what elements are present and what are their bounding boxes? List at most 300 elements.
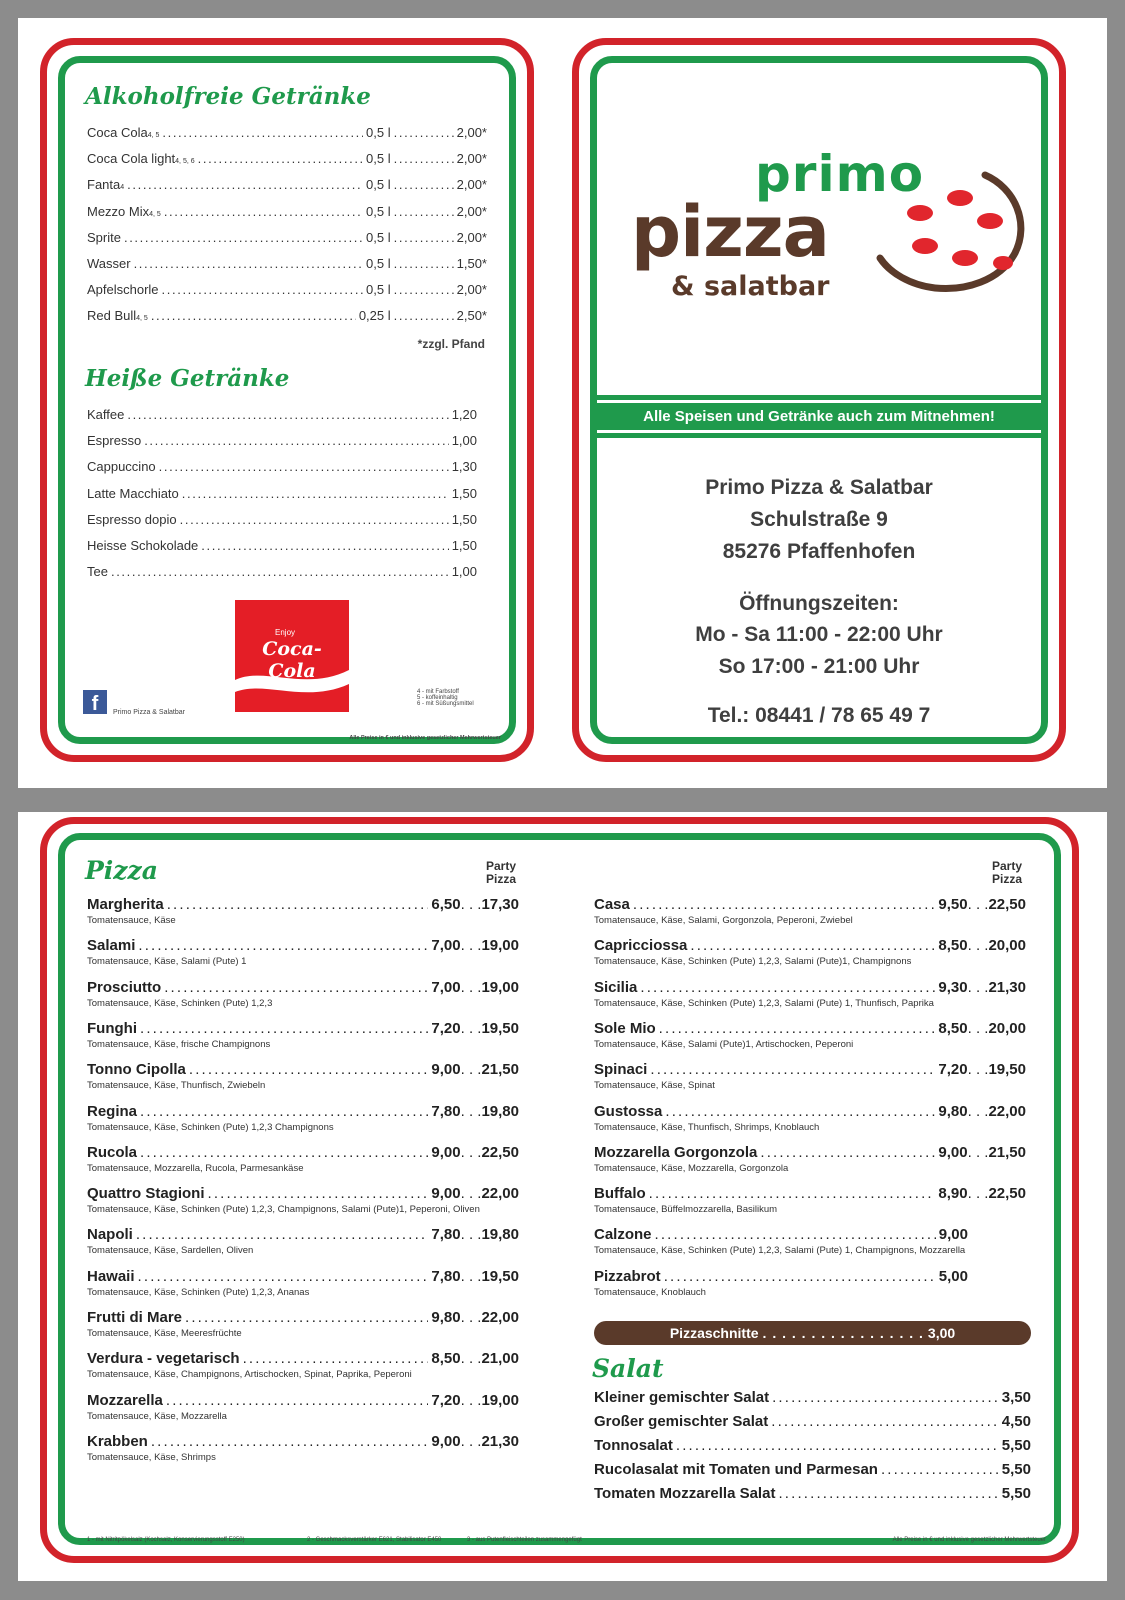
hot-drink-row (87, 433, 477, 448)
pizza-line (87, 1433, 519, 1450)
pizza-price: 9,00 (431, 1185, 461, 1203)
leader-dots (144, 433, 448, 448)
drink-price: 1,50* (456, 256, 487, 271)
pizza-item (87, 979, 519, 1019)
pizza-price: 7,20 (431, 1019, 461, 1037)
banner-bottom-stripe (597, 433, 1041, 438)
logo-salatbar: & salatbar (671, 271, 830, 302)
leader-dots (140, 1020, 428, 1037)
party-pizza-price: 19,00 (481, 1391, 519, 1409)
pizza-price: 8,50 (431, 1350, 461, 1368)
cold-drink-row (87, 151, 487, 166)
pizza-name: Napoli (87, 1226, 133, 1244)
leader-dots (664, 1268, 936, 1285)
pizza-ingredients: Tomatensauce, Käse, Meeresfrüchte (87, 1328, 242, 1339)
pizza-item (87, 1433, 519, 1473)
cold-drink-row (87, 125, 487, 140)
pizza-label: Pizza (991, 872, 1022, 886)
pizza-item (87, 1309, 519, 1349)
hot-drinks-title: Heiße Getränke (85, 365, 290, 392)
drink-additives: 4, 5 (147, 132, 160, 139)
pizza-item (87, 896, 519, 936)
leader-dots (650, 1061, 935, 1078)
pizza-item (594, 1226, 1026, 1266)
pizza-price: 9,00 (431, 1143, 461, 1161)
pizza-title: Pizza (85, 856, 158, 885)
cold-drink-row (87, 282, 487, 297)
pizza-item (87, 1061, 519, 1101)
pizza-price: 8,90 (938, 1185, 968, 1203)
pizza-price: 9,50 (938, 896, 968, 913)
pizza-ingredients: Tomatensauce, Käse, Schinken (Pute) 1,2,3, Salami (Pute) 1, Thunfisch, Paprika (594, 997, 934, 1009)
pizza-name: Tonno Cipolla (87, 1061, 186, 1079)
party-pizza-price: 20,00 (988, 937, 1026, 955)
salat-price: 5,50 (1001, 1461, 1031, 1478)
drink-name: Cappuccino (87, 459, 156, 475)
footnote-item: 5 - koffeinhaltig (417, 695, 458, 701)
salat-name: Tomaten Mozzarella Salat (594, 1485, 776, 1502)
hot-drink-row (87, 538, 477, 553)
drink-price: 2,00* (456, 177, 487, 193)
leader-dots (164, 979, 428, 996)
pizza-ingredients: Tomatensauce, Käse, Spinat (594, 1080, 715, 1092)
leader-dots: . . . (460, 1226, 482, 1244)
salat-row (594, 1413, 1031, 1430)
hot-drink-row (87, 512, 477, 527)
drink-additives: 4, 5 (149, 210, 161, 218)
pizza-price: 8,50 (938, 1019, 968, 1037)
pizza-name: Salami (87, 937, 136, 955)
party-pizza-price: 22,50 (481, 1143, 519, 1161)
drink-price: 1,50 (451, 485, 477, 501)
leader-dots (151, 308, 356, 323)
party-pizza-price: 22,50 (988, 1185, 1026, 1203)
party-pizza-price: 21,00 (481, 1350, 519, 1368)
pizza-name: Pizzabrot (594, 1267, 661, 1285)
opening-hours-weekdays: Mo - Sa 11:00 - 22:00 Uhr (695, 623, 943, 646)
pizza-price: 5,00 (938, 1267, 968, 1285)
leader-dots (772, 1389, 999, 1406)
leader-dots: . . . (460, 1350, 482, 1368)
leader-dots (676, 1437, 999, 1454)
pizzaschnitte-bar (594, 1321, 1031, 1345)
pizza-line (87, 896, 519, 913)
pizza-list-right (594, 896, 1026, 1326)
drink-name: Wasser (87, 256, 131, 271)
pizza-line (87, 1185, 519, 1202)
pizza-item (594, 1020, 1026, 1060)
drink-name: Espresso dopio (87, 511, 177, 527)
hot-drinks-list (87, 407, 477, 597)
leader-dots (140, 1103, 428, 1120)
pizza-name: Mozzarella Gorgonzola (594, 1143, 758, 1161)
leader-dots: . . . (460, 1432, 482, 1450)
pizza-line (87, 1144, 519, 1161)
leader-dots: . . . (967, 1102, 989, 1120)
pizza-line (594, 1144, 1026, 1161)
footnote-3: 3 - aus Putenfleischteilen zusammengefügt (467, 1537, 582, 1543)
cover-panel (590, 56, 1048, 744)
leader-dots: . . . (967, 937, 989, 955)
pizza-price: 7,20 (431, 1391, 461, 1409)
drink-name: Tee (87, 564, 108, 580)
pizza-price: 6,50 (431, 896, 461, 913)
pizza-ingredients: Tomatensauce, Käse, Mozzarella (87, 1410, 227, 1422)
leader-dots (760, 1144, 935, 1161)
leader-dots (185, 1309, 428, 1326)
leader-dots: . . . (460, 1061, 482, 1079)
leader-dots (159, 459, 449, 474)
hot-drink-row (87, 486, 477, 501)
party-pizza-header-left (471, 860, 531, 886)
salat-name: Tonnosalat (594, 1437, 673, 1454)
pizza-price: 9,00 (938, 1143, 968, 1161)
pizza-name: Verdura - vegetarisch (87, 1350, 240, 1368)
pizza-ingredients: Tomatensauce, Knoblauch (594, 1286, 706, 1298)
leader-dots (164, 204, 363, 219)
leader-dots (127, 177, 363, 192)
pizza-item (594, 1103, 1026, 1143)
party-pizza-price: 19,50 (481, 1267, 519, 1285)
party-pizza-price: 21,50 (481, 1061, 519, 1079)
salat-price: 5,50 (1001, 1437, 1031, 1454)
hot-drink-row (87, 564, 477, 579)
party-pizza-price: 22,50 (988, 896, 1026, 913)
leader-dots (162, 125, 363, 140)
leader-dots (649, 1185, 936, 1202)
leader-dots: . . . (460, 978, 482, 996)
leader-dots (134, 256, 363, 271)
pizza-name: Regina (87, 1102, 138, 1120)
drinks-panel (58, 56, 516, 744)
drink-size: 0,5 l (366, 256, 391, 271)
leader-dots: . . . (460, 896, 482, 913)
leader-dots (394, 282, 454, 297)
drink-size: 0,5 l (366, 177, 391, 193)
pizza-ingredients: Tomatensauce, Käse, Schinken (Pute) 1,2,3, Salami (Pute)1, Champignons (594, 956, 912, 968)
drinks-price-note: Alle Preise in € und inklusive gesetzlicher Mehrwertsteuer (349, 735, 501, 741)
pizza-item (594, 896, 1026, 936)
cold-drink-row (87, 230, 487, 245)
leader-dots (771, 1413, 999, 1430)
drink-size: 0,5 l (366, 229, 391, 245)
opening-hours-sunday: So 17:00 - 21:00 Uhr (718, 655, 920, 678)
party-pizza-price: 22,00 (481, 1185, 519, 1203)
pizza-panel (58, 833, 1061, 1545)
drink-additives: 4, 5 (136, 315, 148, 323)
cold-drinks-title: Alkoholfreie Getränke (85, 83, 371, 110)
pizza-name: Quattro Stagioni (87, 1185, 205, 1203)
leader-dots (136, 1226, 429, 1243)
pizza-line (594, 1268, 1026, 1285)
leader-dots: . . . (460, 1391, 482, 1409)
leader-dots (111, 564, 449, 579)
leader-dots (162, 282, 364, 297)
leader-dots (166, 1392, 429, 1409)
leader-dots: . . . (460, 1267, 482, 1285)
cold-drink-row (87, 308, 487, 323)
leader-dots: . . . (460, 1185, 482, 1203)
pizza-line (594, 1061, 1026, 1078)
leader-dots (138, 1268, 429, 1285)
leader-dots: . . . (967, 1019, 989, 1037)
party-pizza-price: 19,50 (988, 1061, 1026, 1079)
restaurant-name: Primo Pizza & Salatbar (705, 476, 933, 499)
leader-dots (182, 486, 449, 501)
party-pizza-price: 22,00 (481, 1309, 519, 1326)
street-address: Schulstraße 9 (750, 508, 888, 531)
leader-dots (138, 937, 428, 954)
pizza-price: 7,00 (431, 978, 461, 996)
pizza-item (594, 979, 1026, 1019)
leader-dots (167, 896, 429, 913)
party-pizza-price: 21,30 (988, 978, 1026, 996)
pizza-list-left (87, 896, 519, 1486)
drink-name: Kaffee (87, 407, 125, 422)
leader-dots (665, 1103, 935, 1120)
pizza-price: 7,80 (431, 1102, 461, 1120)
pizza-item (87, 1226, 519, 1266)
pizza-name: Buffalo (594, 1185, 646, 1203)
pizza-item (87, 937, 519, 977)
drink-size: 0,5 l (366, 151, 391, 167)
pizza-label: Pizza (485, 872, 516, 886)
drink-price: 2,00* (456, 282, 487, 298)
party-label: Party (485, 859, 517, 873)
banner-top-stripe (597, 395, 1041, 400)
salat-name: Kleiner gemischter Salat (594, 1389, 770, 1406)
drink-name: Apfelschorle (87, 282, 159, 298)
pizza-item (87, 1103, 519, 1143)
footnote-item: 6 - mit Süßungsmittel (417, 701, 474, 707)
pizza-name: Frutti di Mare (87, 1309, 183, 1326)
pizza-line (87, 979, 519, 996)
pizzaschnitte-dots: . . . . . . . . . . . . . . . . . (762, 1325, 924, 1341)
coca-cola-enjoy: Enjoy (275, 628, 296, 637)
pizza-salad-sheet (18, 812, 1107, 1581)
pizza-name: Gustossa (594, 1102, 663, 1120)
party-pizza-price: 17,30 (481, 896, 519, 913)
drink-name: Heisse Schokolade (87, 538, 199, 553)
salat-list (594, 1389, 1031, 1519)
party-pizza-price: 20,00 (988, 1019, 1026, 1037)
leader-dots (124, 230, 363, 245)
pizza-line (87, 1020, 519, 1037)
pizza-item (594, 1144, 1026, 1184)
leader-dots (180, 512, 449, 527)
pizza-name: Prosciutto (87, 978, 162, 996)
pizza-price: 9,80 (938, 1102, 968, 1120)
pizza-ingredients: Tomatensauce, Käse (87, 915, 176, 926)
leader-dots: . . . (460, 1309, 482, 1326)
leader-dots (394, 230, 454, 245)
drink-name: Red Bull (87, 308, 137, 324)
cold-drink-row (87, 177, 487, 192)
drink-price: 1,50 (451, 538, 477, 553)
pizza-item (594, 1061, 1026, 1101)
pizza-line (87, 1268, 519, 1285)
logo-primo: primo (755, 145, 925, 203)
leader-dots (151, 1433, 429, 1450)
pizza-ingredients: Tomatensauce, Käse, Shrimps (87, 1451, 216, 1463)
pizza-line (594, 979, 1026, 996)
drink-price: 1,50 (451, 511, 477, 527)
leader-dots (127, 407, 448, 422)
party-pizza-price: 19,80 (481, 1102, 519, 1120)
leader-dots (640, 979, 935, 996)
drink-price: 2,00* (456, 151, 487, 167)
salat-row (594, 1461, 1031, 1478)
pizza-ingredients: Tomatensauce, Käse, Champignons, Artischocken, Spinat, Paprika, Peperoni (87, 1369, 412, 1381)
coca-cola-logo (235, 600, 349, 712)
leader-dots: . . . (460, 1143, 482, 1161)
leader-dots: . . . (967, 1061, 989, 1079)
pizza-ingredients: Tomatensauce, Mozzarella, Rucola, Parmesankäse (87, 1162, 304, 1174)
salat-name: Großer gemischter Salat (594, 1413, 769, 1430)
cold-drink-row (87, 204, 487, 219)
footnote-2: 2 - Geschmacksverstärker E621, Stabilisator E450 (307, 1537, 442, 1543)
drink-size: 0,25 l (358, 308, 391, 324)
leader-dots: . . . (460, 1102, 482, 1120)
drink-price: 1,30 (451, 459, 477, 475)
footnote-1: 1 - mit Nitritpökelsalz (Kochsalz, Konservierungsstoff E250) (87, 1537, 245, 1543)
takeaway-banner: Alle Speisen und Getränke auch zum Mitnehmen! (597, 403, 1041, 430)
pizza-name: Margherita (87, 896, 164, 913)
opening-hours-title: Öffnungszeiten: (739, 592, 899, 615)
leader-dots (394, 308, 454, 323)
drink-name: Coca Cola light (87, 151, 176, 167)
pizza-ingredients: Tomatensauce, Käse, Salami (Pute) 1 (87, 956, 247, 968)
pizza-name: Spinaci (594, 1061, 648, 1079)
pizza-item (87, 1144, 519, 1184)
leader-dots (243, 1350, 429, 1367)
leader-dots: . . . (967, 1185, 989, 1203)
pizza-name: Mozzarella (87, 1391, 163, 1409)
footnote-item: 4 - mit Farbstoff (417, 689, 459, 695)
leader-dots (655, 1226, 936, 1243)
leader-dots (778, 1485, 998, 1502)
party-pizza-price: 21,30 (481, 1432, 519, 1450)
pizza-price: 7,20 (938, 1061, 968, 1079)
pizza-item (594, 1268, 1026, 1308)
leader-dots (189, 1061, 429, 1078)
drink-price: 1,20 (451, 407, 477, 422)
salat-price: 3,50 (1001, 1389, 1031, 1406)
leader-dots: . . . (460, 937, 482, 955)
leader-dots (140, 1144, 428, 1161)
leader-dots (690, 937, 935, 954)
drink-name: Sprite (87, 229, 121, 245)
pizza-price: 9,80 (431, 1309, 461, 1326)
drink-price: 2,00* (456, 203, 487, 219)
pizza-price: 9,00 (431, 1061, 461, 1079)
pizza-line (594, 1226, 1026, 1243)
coca-cola-script: Coca-Cola (262, 638, 322, 682)
party-pizza-price: 19,50 (481, 1019, 519, 1037)
leader-dots (633, 896, 936, 913)
party-pizza-price: 19,00 (481, 937, 519, 955)
pizza-ingredients: Tomatensauce, Käse, Mozzarella, Gorgonzola (594, 1162, 789, 1174)
leader-dots (201, 538, 448, 553)
phone-number: Tel.: 08441 / 78 65 49 7 (707, 704, 931, 727)
leader-dots (198, 151, 363, 166)
facebook-label: Primo Pizza & Salatbar (113, 709, 185, 716)
pizza-item (87, 1020, 519, 1060)
drink-price: 2,50* (456, 308, 487, 324)
city-address: 85276 Pfaffenhofen (722, 540, 916, 563)
pizza-name: Calzone (594, 1226, 652, 1244)
drink-size: 0,5 l (366, 125, 391, 140)
pizza-name: Capricciossa (594, 937, 688, 955)
party-pizza-price: 21,50 (988, 1143, 1026, 1161)
pizza-price: 7,80 (431, 1226, 461, 1244)
drink-size: 0,5 l (366, 203, 391, 219)
salat-row (594, 1437, 1031, 1454)
pizza-line (594, 896, 1026, 913)
leader-dots (394, 125, 454, 140)
logo-pizza: pizza (631, 191, 829, 273)
pizzaschnitte-label: Pizzaschnitte (669, 1325, 759, 1341)
hot-drink-row (87, 459, 477, 474)
salat-title: Salat (592, 1354, 664, 1383)
pizza-line (87, 1226, 519, 1243)
pizza-name: Sicilia (594, 978, 638, 996)
pizza-line (87, 1309, 519, 1326)
drink-price: 2,00* (456, 125, 487, 140)
party-label: Party (991, 859, 1023, 873)
leader-dots (394, 204, 454, 219)
leader-dots (208, 1185, 429, 1202)
leader-dots (394, 151, 454, 166)
pizza-line (87, 1350, 519, 1367)
pizza-line (87, 1061, 519, 1078)
pizza-ingredients: Tomatensauce, Käse, Thunfisch, Shrimps, Knoblauch (594, 1121, 820, 1133)
pizza-price-note: Alle Preise in € und inklusive gesetzlicher Mehrwertsteuer (892, 1537, 1046, 1543)
pizza-ingredients: Tomatensauce, Käse, Schinken (Pute) 1,2,3, Salami (Pute) 1, Champignons, Mozzarella (594, 1245, 966, 1257)
pizza-name: Funghi (87, 1019, 137, 1037)
pizza-item (87, 1350, 519, 1390)
pizza-line (594, 1185, 1026, 1202)
salat-row (594, 1389, 1031, 1406)
pizza-name: Krabben (87, 1432, 148, 1450)
leader-dots: . . . (460, 1019, 482, 1037)
pizza-name: Hawaii (87, 1267, 135, 1285)
leader-dots: . . . (967, 978, 989, 996)
pizza-price: 7,80 (431, 1267, 461, 1285)
pizza-ingredients: Tomatensauce, Käse, Schinken (Pute) 1,2,3, Champignons, Salami (Pute)1, Peperoni, Oliven (87, 1204, 480, 1216)
pizza-price: 7,00 (431, 937, 461, 955)
drink-name: Mezzo Mix (87, 203, 150, 219)
party-pizza-header-right (977, 860, 1037, 886)
drinks-and-cover-sheet (18, 18, 1107, 788)
salat-row (594, 1485, 1031, 1502)
pizza-circle-icon (855, 163, 1035, 293)
drink-name: Latte Macchiato (87, 485, 179, 501)
leader-dots (881, 1461, 999, 1478)
facebook-icon[interactable]: f (83, 690, 107, 714)
primo-pizza-logo (617, 133, 1037, 333)
pizza-ingredients: Tomatensauce, Käse, Sardellen, Oliven (87, 1245, 254, 1257)
party-pizza-price: 19,00 (481, 978, 519, 996)
drink-price: 1,00 (451, 564, 477, 580)
pizza-ingredients: Tomatensauce, Käse, Salami, Gorgonzola, Peperoni, Zwiebel (594, 915, 853, 926)
pizza-line (87, 1103, 519, 1120)
drink-name: Coca Cola (87, 125, 148, 140)
salat-name: Rucolasalat mit Tomaten und Parmesan (594, 1461, 878, 1478)
pizza-line (594, 1103, 1026, 1120)
pizza-price: 9,00 (431, 1432, 461, 1450)
cold-drink-row (87, 256, 487, 271)
